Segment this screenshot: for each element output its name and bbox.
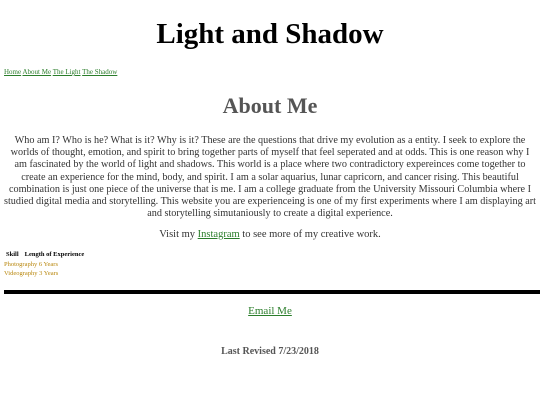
skill-header: Skill [6, 251, 19, 258]
instagram-line [0, 228, 540, 242]
skill-name: Photography [4, 260, 38, 268]
table-row [3, 260, 87, 270]
length-header: Length of Experience [24, 251, 85, 258]
instagram-link[interactable]: Instagram [197, 229, 240, 240]
email-container [0, 304, 540, 318]
skills-table [3, 250, 87, 279]
skill-name: Videography [4, 270, 38, 277]
nav-link-the-light[interactable]: The Light [52, 68, 81, 76]
skill-length: 6 Years [38, 260, 59, 268]
horizontal-divider [4, 290, 540, 294]
section-title: About Me [222, 93, 318, 118]
visit-prefix: Visit my [159, 229, 198, 240]
email-me-link[interactable]: Email Me [248, 305, 292, 317]
nav-link-home[interactable]: Home [4, 68, 22, 76]
nav-link-about-me[interactable]: About Me [22, 68, 52, 76]
nav-bar [4, 67, 117, 77]
skill-row-text [3, 269, 87, 279]
site-title: Light and Shadow [156, 18, 384, 50]
last-revised: Last Revised 7/23/2018 [221, 346, 319, 357]
skills-header-row [3, 250, 87, 260]
bio-paragraph: Who am I? Who is he? What is it? Why is it? These are the questions that drive my evolution as a entity. I seek to explore the worlds of thought, emotion, and spirit to bring together parts of myself that feel seperated and at odds. This is one reason why I am fascinated by the world of light and shadows. This world is a place where two contradictory expereinces come together to create an experience for the mind, body, and spirit. I am a solar aquarius, lunar capricorn, and cancer rising. This beautiful combination is just one piece of the universe that is me. I am a college graduate from the University Missouri Columbia where I studied digital media and storytelling. This website you are experienceing is one of my first experiments where I am displaying art and storytelling simutaniously to create a digital experience. [4, 135, 536, 220]
skill-length: 3 Years [39, 270, 59, 277]
skill-row-text [3, 260, 87, 270]
visit-suffix: to see more of my creative work. [239, 229, 381, 240]
nav-link-the-shadow[interactable]: The Shadow [82, 68, 118, 76]
table-row [3, 269, 87, 279]
